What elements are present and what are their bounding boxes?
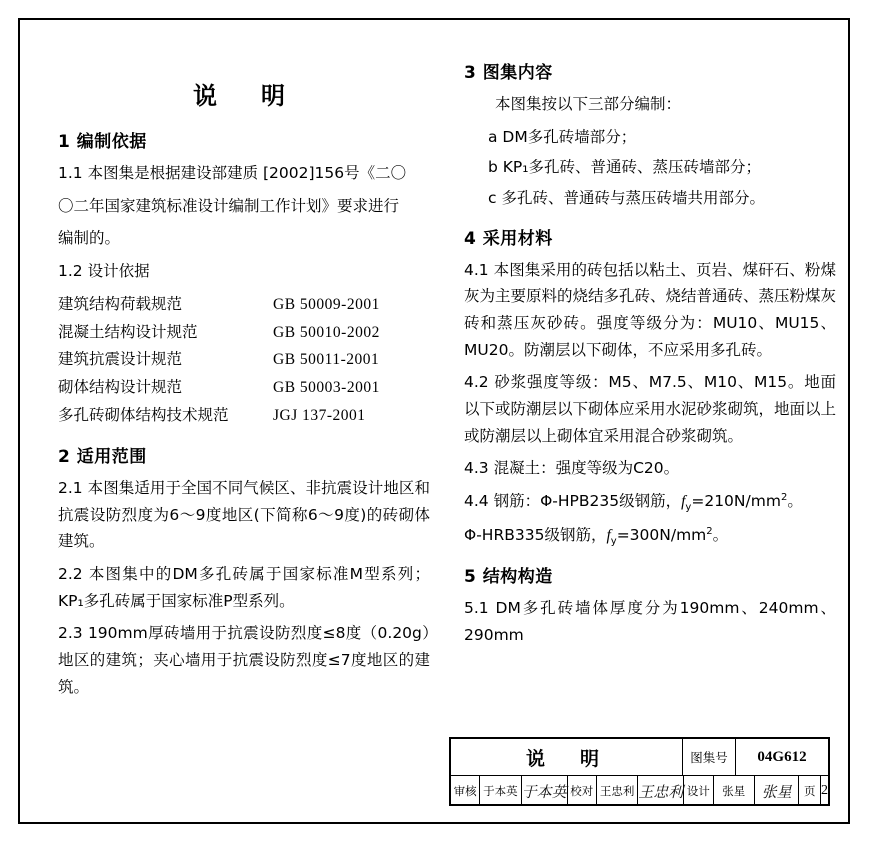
check-label: 校对: [568, 776, 597, 806]
standard-code: GB 50010-2002: [273, 323, 380, 341]
rebar-symbol-hpb: Φ: [540, 491, 553, 510]
title-block-bottom-row: [451, 776, 828, 806]
standard-name: 建筑抗震设计规范: [58, 350, 183, 369]
rebar-fy-subscript: y: [685, 501, 692, 513]
rebar-fy-value: =210N/mm: [691, 491, 781, 510]
design-label: 设计: [684, 776, 713, 806]
paragraph-1-1-line2: 〇二年国家建筑标准设计编制工作计划》要求进行: [58, 196, 400, 215]
standard-row: [58, 402, 430, 430]
paragraph-2-1: 2.1 本图集适用于全国不同气候区、非抗震设计地区和抗震设防烈度为6～9度地区(下简称6～9度)的砖砌体建筑。: [58, 479, 430, 551]
section-heading-5: 5 结构构造: [464, 567, 553, 588]
title-block-title: 说 明: [451, 739, 683, 775]
section-heading-4: 4 采用材料: [464, 228, 553, 249]
standard-name: 建筑结构荷载规范: [58, 294, 183, 313]
standard-row: [58, 346, 430, 374]
paragraph-1-1-line3: 编制的。: [58, 229, 121, 248]
rebar-fy-symbol: f: [606, 527, 611, 545]
rebar-label: 4.4 钢筋：: [464, 491, 541, 510]
rebar-fy-subscript: y: [610, 536, 617, 548]
left-column: [58, 58, 430, 706]
review-signature: 于本英: [522, 776, 568, 806]
section-heading-1: 1 编制依据: [58, 132, 147, 152]
rebar-fy-value: =300N/mm: [616, 526, 707, 545]
title-block: [449, 737, 830, 806]
standard-name: 混凝土结构设计规范: [58, 322, 198, 341]
section-3-intro: 本图集按以下三部分编制：: [495, 95, 682, 113]
standard-row: [58, 374, 430, 402]
list-item: b KP₁多孔砖、普通砖、蒸压砖墙部分；: [488, 158, 761, 177]
paragraph-4-2: 4.2 砂浆强度等级：M5、M7.5、M10、M15。地面以下或防潮层以下砌体应采用水泥砂浆砌筑，地面以上或防潮层以上砌体宜采用混合砂浆砌筑。: [464, 373, 837, 445]
review-name: 于本英: [480, 776, 521, 806]
check-signature: 王忠利: [638, 776, 684, 806]
rebar-grade-hrb: -HRB335级钢筋，: [476, 526, 607, 545]
standard-code: GB 50003-2001: [273, 379, 380, 397]
standard-name: 多孔砖砌体结构技术规范: [58, 406, 229, 425]
page-label: 页: [799, 776, 821, 806]
paragraph-2-3: 2.3 190mm厚砖墙用于抗震设防烈度≤8度（0.20g）地区的建筑；夹心墙用于抗震设防烈度≤7度地区的建筑。: [58, 624, 430, 696]
rebar-grade-hpb: -HPB235级钢筋，: [552, 491, 682, 510]
list-item: c 多孔砖、普通砖与蒸压砖墙共用部分。: [488, 188, 765, 207]
title-block-top-row: [451, 739, 828, 776]
paragraph-4-3: 4.3 混凝土：强度等级为C20。: [464, 459, 680, 478]
check-name: 王忠利: [597, 776, 638, 806]
standard-row: [58, 291, 430, 319]
rebar-fy-symbol: f: [681, 492, 686, 510]
paragraph-1-1-line1: 1.1 本图集是根据建设部建质 [2002]156号《二〇: [58, 164, 407, 182]
rebar-unit-exponent: 2: [706, 526, 713, 537]
standard-code: GB 50011-2001: [273, 351, 380, 369]
paragraph-5-1: 5.1 DM多孔砖墙体厚度分为190mm、240mm、290mm: [464, 599, 836, 645]
design-signature: 张星: [755, 776, 799, 806]
paragraph-4-4-line1: [464, 488, 836, 516]
rebar-symbol-hrb: Φ: [464, 526, 477, 545]
atlas-number-label: 图集号: [683, 739, 736, 775]
rebar-line-end: 。: [787, 491, 803, 510]
rebar-unit-exponent: 2: [780, 491, 788, 503]
right-column: [464, 58, 836, 655]
standard-name: 砌体结构设计规范: [58, 378, 183, 397]
paragraph-2-2: 2.2 本图集中的DM多孔砖属于国家标准M型系列；KP₁多孔砖属于国家标准P型系列。: [58, 565, 430, 610]
design-name: 张星: [714, 776, 755, 806]
atlas-number-value: 04G612: [757, 748, 807, 765]
standard-row: [58, 319, 430, 347]
list-item: a DM多孔砖墙部分；: [488, 127, 637, 146]
page-content: [40, 58, 837, 818]
section-heading-3: 3 图集内容: [464, 63, 553, 83]
page-number: 2: [821, 783, 829, 798]
review-label: 审核: [451, 776, 480, 806]
rebar-line-end: 。: [712, 526, 729, 545]
paragraph-4-4-line2: [464, 522, 836, 550]
page-title: 说 明: [193, 82, 295, 110]
section-heading-2: 2 适用范围: [58, 447, 147, 468]
standard-code: JGJ 137-2001: [273, 407, 366, 425]
paragraph-1-2: 1.2 设计依据: [58, 261, 150, 280]
standard-code: GB 50009-2001: [273, 295, 380, 313]
paragraph-4-1: 4.1 本图集采用的砖包括以粘土、页岩、煤矸石、粉煤灰为主要原料的烧结多孔砖、烧结普通砖、蒸压粉煤灰砖和蒸压灰砂砖。强度等级分为：MU10、MU15、MU20。防潮层以下砌体，不应采用多孔砖。: [464, 260, 837, 359]
